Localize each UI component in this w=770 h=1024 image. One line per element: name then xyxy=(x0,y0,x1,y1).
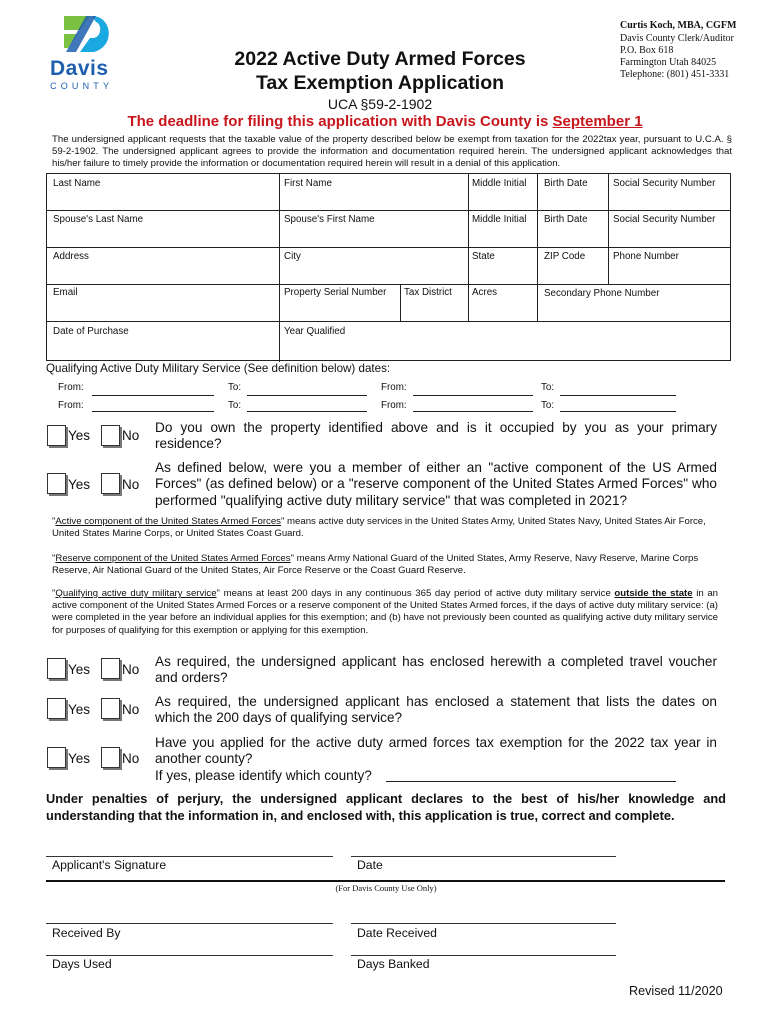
to-label: To: xyxy=(541,382,555,393)
to-date-input-3[interactable] xyxy=(247,411,367,412)
spouse-birth-date-field[interactable]: Birth Date xyxy=(544,214,588,225)
q1-no-checkbox[interactable] xyxy=(101,425,120,446)
definition-active-component: "Active component of the United States Armed Forces" means active duty services in the United States Army, United States Navy, United States Air Force, United States Marine Corps, or United States Coast Guard. xyxy=(52,516,706,540)
first-name-field[interactable]: First Name xyxy=(284,178,332,189)
no-label: No xyxy=(122,477,140,492)
from-label: From: xyxy=(58,400,84,411)
q3-no-checkbox[interactable] xyxy=(101,658,120,679)
definition-term: Reserve component of the United States Armed Forces xyxy=(55,553,291,564)
logo-county-text: COUNTY xyxy=(50,81,114,91)
middle-initial-field[interactable]: Middle Initial xyxy=(472,178,527,189)
to-label: To: xyxy=(228,382,242,393)
secondary-phone-field[interactable]: Secondary Phone Number xyxy=(544,288,660,299)
yes-label: Yes xyxy=(68,702,91,717)
service-dates-title: Qualifying Active Duty Military Service (See definition below) dates: xyxy=(46,362,391,375)
last-name-field[interactable]: Last Name xyxy=(53,178,101,189)
definition-term: Active component of the United States Armed Forces xyxy=(55,516,281,527)
definition-text: means Army National Guard of the United States, Army Reserve, Navy Reserve, Marine Corps Reserve, Air National Guard of the United States, Air Force Reserve or the Coast Guard Reserve. xyxy=(52,553,699,577)
zip-code-field[interactable]: ZIP Code xyxy=(544,251,586,262)
days-used-line[interactable] xyxy=(46,955,333,956)
clerk-city: Farmington Utah 84025 xyxy=(620,57,717,68)
deadline-text: The deadline for filing this application with Davis County is xyxy=(127,113,553,130)
deadline-notice xyxy=(50,113,720,130)
from-label: From: xyxy=(381,382,407,393)
to-date-input-4[interactable] xyxy=(560,411,676,412)
acres-field[interactable]: Acres xyxy=(472,287,498,298)
days-used-label: Days Used xyxy=(52,957,112,971)
no-label: No xyxy=(122,428,140,443)
no-label: No xyxy=(122,751,140,766)
purchase-date-field[interactable]: Date of Purchase xyxy=(53,326,129,337)
definition-term: Qualifying active duty military service xyxy=(55,588,217,599)
city-field[interactable]: City xyxy=(284,251,301,262)
clerk-name: Curtis Koch, MBA, CGFM xyxy=(620,20,737,31)
to-date-input-1[interactable] xyxy=(247,395,367,396)
received-by-line[interactable] xyxy=(46,923,333,924)
ssn-field[interactable]: Social Security Number xyxy=(613,178,716,189)
date-received-label: Date Received xyxy=(357,926,437,940)
logo-davis-text: Davis xyxy=(50,57,109,80)
intro-paragraph: The undersigned applicant requests that the taxable value of the property described below be exempt from taxation for the 2022tax year, pursuant to U.C.A. § 59-2-1902. The undersigned applicant agrees to provide the information and documentation required herein. The undersigned applicant acknowledges that his/her failure to timely provide the information or documentation required herein will result in a denial of this application. xyxy=(52,134,732,170)
which-county-input[interactable] xyxy=(386,781,676,782)
from-date-input-4[interactable] xyxy=(413,411,533,412)
perjury-statement: Under penalties of perjury, the undersigned applicant declares to the best of his/her knowledge and understanding that the information in, and enclosed with, this application is true, correct and complete. xyxy=(46,791,726,823)
signature-date-label: Date xyxy=(357,858,383,872)
no-label: No xyxy=(122,702,140,717)
q5-yes-checkbox[interactable] xyxy=(47,747,66,768)
page-title-line2: Tax Exemption Application xyxy=(255,72,505,94)
q5-no-checkbox[interactable] xyxy=(101,747,120,768)
definition-text: in an active component of the United States Armed Forces or a reserve component of the United States Armed forces, if the days of active duty military service: (a) were completed in the year before an individual applies for this exemption; and (b) have not previously been counted as qualifying active duty military service for purposes of qualifying for this exemption or applying for this exemption. xyxy=(52,588,719,636)
county-use-divider xyxy=(46,880,725,882)
definition-qualifying-service: "Qualifying active duty military service" means at least 200 days in any continuous 365 day period of active duty military service outside the state in an active component of the United States Armed Forces or a reserve component of the United States Armed forces, if the days of active duty military service: (a) were completed in the year before an individual applies for this exemption; and (b) have not previously been counted as qualifying active duty military service for purposes of qualifying for this exemption or applying for this exemption. xyxy=(52,588,719,636)
to-date-input-2[interactable] xyxy=(560,395,676,396)
spouse-ssn-field[interactable]: Social Security Number xyxy=(613,214,716,225)
spouse-middle-initial-field[interactable]: Middle Initial xyxy=(472,214,527,225)
yes-label: Yes xyxy=(68,428,91,443)
spouse-last-name-field[interactable]: Spouse's Last Name xyxy=(53,214,144,225)
q4-no-checkbox[interactable] xyxy=(101,698,120,719)
definition-emphasis: outside the state xyxy=(614,588,693,599)
question-which-county: If yes, please identify which county? xyxy=(155,768,372,783)
email-field[interactable]: Email xyxy=(53,287,78,298)
question-travel-voucher: As required, the undersigned applicant has enclosed herewith a completed travel voucher and orders? xyxy=(155,654,717,686)
applicant-info-grid xyxy=(46,173,731,361)
no-label: No xyxy=(122,662,140,677)
q3-yes-checkbox[interactable] xyxy=(47,658,66,679)
from-label: From: xyxy=(58,382,84,393)
applicant-signature-line[interactable] xyxy=(46,856,333,857)
from-date-input-3[interactable] xyxy=(92,411,214,412)
definition-text: means at least 200 days in any continuous 365 day period of active duty military service xyxy=(219,588,615,599)
clerk-po-box: P.O. Box 618 xyxy=(620,45,674,56)
yes-label: Yes xyxy=(68,662,91,677)
days-banked-line[interactable] xyxy=(351,955,616,956)
revision-date: Revised 11/2020 xyxy=(629,984,723,998)
q2-no-checkbox[interactable] xyxy=(101,473,120,494)
tax-district-field[interactable]: Tax District xyxy=(404,287,452,298)
state-field[interactable]: State xyxy=(472,251,495,262)
spouse-first-name-field[interactable]: Spouse's First Name xyxy=(284,214,375,225)
year-qualified-field[interactable]: Year Qualified xyxy=(284,326,346,337)
question-armed-forces-member: As defined below, were you a member of either an "active component of the US Armed Forces" (as defined below) or a "reserve component of the United States Armed Forces" who performed "qualifying active duty military service" that was completed in 2021? xyxy=(155,460,717,508)
property-serial-field[interactable]: Property Serial Number xyxy=(284,287,387,298)
date-received-line[interactable] xyxy=(351,923,616,924)
q4-yes-checkbox[interactable] xyxy=(47,698,66,719)
deadline-date: September 1 xyxy=(552,113,643,130)
question-other-county: Have you applied for the active duty armed forces tax exemption for the 2022 tax year in another county? xyxy=(155,735,717,767)
from-date-input-2[interactable] xyxy=(413,395,533,396)
to-label: To: xyxy=(541,400,555,411)
clerk-title: Davis County Clerk/Auditor xyxy=(620,33,734,44)
question-service-statement: As required, the undersigned applicant has enclosed a statement that lists the dates on which the 200 days of qualifying service? xyxy=(155,694,717,726)
statute-reference: UCA §59-2-1902 xyxy=(327,96,433,112)
clerk-phone: Telephone: (801) 451-3331 xyxy=(620,69,730,80)
county-use-label: (For Davis County Use Only) xyxy=(335,883,437,893)
definition-reserve-component: "Reserve component of the United States Armed Forces" means Army National Guard of the United States, Army Reserve, Navy Reserve, Marine Corps Reserve, Air National Guard of the United States, Air Force Reserve or the Coast Guard Reserve. xyxy=(52,553,699,577)
received-by-label: Received By xyxy=(52,926,121,940)
to-label: To: xyxy=(228,400,242,411)
address-field[interactable]: Address xyxy=(53,251,89,262)
phone-number-field[interactable]: Phone Number xyxy=(613,251,679,262)
signature-date-line[interactable] xyxy=(351,856,616,857)
yes-label: Yes xyxy=(68,751,91,766)
question-primary-residence: Do you own the property identified above and is it occupied by you as your primary residence? xyxy=(155,420,717,452)
days-banked-label: Days Banked xyxy=(357,957,430,971)
applicant-signature-label: Applicant's Signature xyxy=(52,858,167,872)
yes-label: Yes xyxy=(68,477,91,492)
birth-date-field[interactable]: Birth Date xyxy=(544,178,588,189)
from-label: From: xyxy=(381,400,407,411)
q2-yes-checkbox[interactable] xyxy=(47,473,66,494)
q1-yes-checkbox[interactable] xyxy=(47,425,66,446)
page-title-line1: 2022 Active Duty Armed Forces xyxy=(234,48,526,70)
definition-text: means active duty services in the United States Army, United States Navy, United States Air Force, United States Marine Corps, or United States Coast Guard. xyxy=(52,516,706,540)
from-date-input-1[interactable] xyxy=(92,395,214,396)
